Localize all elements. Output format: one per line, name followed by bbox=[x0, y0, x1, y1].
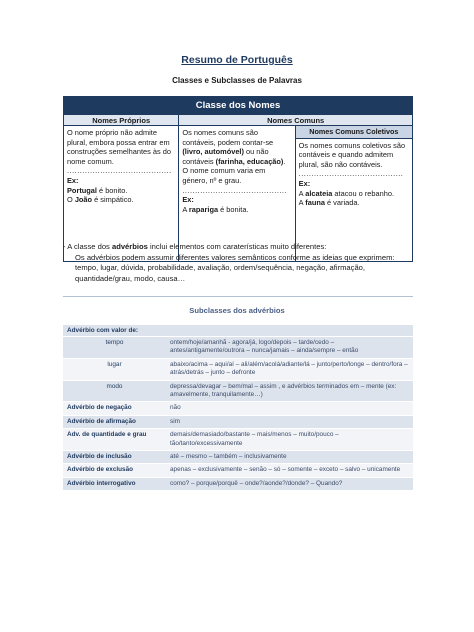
row-label: Advérbio de afirmação bbox=[63, 416, 166, 428]
row-label: Advérbio de exclusão bbox=[63, 464, 166, 476]
coletivos-desc: Os nomes comuns coletivos são contáveis e quando admitem plural, são não contáveis. bbox=[298, 140, 406, 169]
row-value: abaixo/acima – aqui/aí – ali/além/acolá/adiante/lá – junto/perto/longe – dentro/fora – atrás/detrás – junto – defronte bbox=[166, 359, 413, 380]
bold-text: (farinha, educação) bbox=[215, 156, 284, 166]
divider bbox=[63, 296, 413, 297]
nomes-body bbox=[64, 125, 412, 261]
example-text: é bonita. bbox=[218, 204, 249, 214]
bold-noun: Portugal bbox=[67, 185, 97, 195]
page-subtitle: Classes e Subclasses de Palavras bbox=[172, 76, 302, 85]
row-value: ontem/hoje/amanhã - agora/já, logo/depois – tarde/cedo – antes/antigamente/outrora – nunca/jamais – ainda/sempre – então bbox=[166, 337, 413, 358]
row-label: Advérbio com valor de: bbox=[63, 325, 166, 336]
col-coletivos bbox=[296, 126, 412, 261]
row-value: sim bbox=[166, 416, 413, 428]
example bbox=[67, 195, 175, 205]
row-value: demais/demasiado/bastante – mais/menos – muito/pouco – tão/tanto/excessivamente bbox=[166, 429, 413, 450]
bold-text: advérbios bbox=[111, 242, 148, 251]
row-label: lugar bbox=[63, 359, 166, 380]
subclasses-title: Subclasses dos advérbios bbox=[189, 306, 285, 315]
ex-label: Ex: bbox=[67, 175, 79, 185]
dots: ......................................... bbox=[182, 185, 288, 195]
row-value: até – mesmo – também – inclusivamente bbox=[166, 451, 413, 463]
example-text: é simpático. bbox=[92, 195, 134, 205]
table-row bbox=[63, 337, 413, 358]
ex-label: Ex: bbox=[298, 178, 311, 188]
bold-noun: João bbox=[74, 195, 93, 205]
table-row bbox=[63, 451, 413, 463]
example-text: é variada. bbox=[324, 198, 360, 208]
bold-noun: alcateia bbox=[305, 188, 333, 198]
proprios-head: Nomes Próprios bbox=[64, 114, 179, 125]
example-text: atacou o rebanho. bbox=[332, 188, 395, 198]
nomes-subheader bbox=[64, 114, 412, 125]
table-row bbox=[63, 429, 413, 450]
text: - A classe dos bbox=[63, 242, 112, 251]
example-text: A bbox=[298, 198, 306, 208]
row-value: não bbox=[166, 402, 413, 414]
intro-line bbox=[63, 242, 413, 253]
text: ou não contáveis bbox=[182, 147, 269, 166]
table-row bbox=[63, 464, 413, 476]
comuns-desc bbox=[182, 128, 291, 186]
bold-noun: fauna bbox=[305, 198, 325, 208]
row-value bbox=[166, 325, 413, 336]
bold-text: (livro, automóvel) bbox=[182, 147, 244, 157]
table-row bbox=[63, 325, 413, 336]
coletivos-head: Nomes Comuns Coletivos bbox=[296, 126, 412, 139]
comuns-head: Nomes Comuns bbox=[179, 114, 412, 125]
row-label: tempo bbox=[63, 337, 166, 358]
row-label: Adv. de quantidade e grau bbox=[63, 429, 166, 450]
page-title: Resumo de Português bbox=[181, 54, 293, 66]
example bbox=[182, 205, 291, 215]
example-text: é bonito. bbox=[96, 185, 128, 195]
text: inclui elementos com caraterísticas muito diferentes: bbox=[147, 242, 327, 251]
row-label: Advérbio de inclusão bbox=[63, 451, 166, 463]
row-label: modo bbox=[63, 381, 166, 402]
row-label: Advérbio de negação bbox=[63, 402, 166, 414]
nomes-table bbox=[63, 96, 413, 262]
example bbox=[67, 186, 175, 196]
proprios-desc: O nome próprio não admite plural, embora possa entrar em construções semelhantes às do nome comum. bbox=[67, 128, 171, 166]
table-row bbox=[63, 416, 413, 428]
example bbox=[299, 198, 409, 208]
nomes-table-header: Classe dos Nomes bbox=[64, 97, 412, 114]
adverbios-table bbox=[63, 325, 413, 491]
text: . O nome comum varia em género, nº e grau. bbox=[182, 156, 286, 185]
dots: ......................................... bbox=[67, 166, 172, 176]
example bbox=[299, 189, 409, 199]
bold-noun: rapariga bbox=[188, 204, 219, 214]
table-row bbox=[63, 381, 413, 402]
table-row bbox=[63, 402, 413, 414]
table-row bbox=[63, 359, 413, 380]
col-comuns bbox=[179, 126, 295, 261]
example-text: O bbox=[67, 195, 75, 205]
text: Os nomes comuns são contáveis, podem contar-se bbox=[182, 128, 274, 147]
table-row bbox=[63, 478, 413, 490]
row-value: como? – porque/porquê – onde?/aonde?/donde? – Quando? bbox=[166, 478, 413, 490]
adverbios-intro bbox=[63, 242, 413, 284]
ex-label: Ex: bbox=[182, 195, 194, 205]
row-value: apenas – exclusivamente – senão – só – somente – exceto – salvo – unicamente bbox=[166, 464, 413, 476]
example-text: A bbox=[298, 188, 306, 198]
row-label: Advérbio interrogativo bbox=[63, 478, 166, 490]
row-value: depressa/devagar – bem/mal – assim , e advérbios terminados em – mente (ex: amavelmente, tranquilamente…) bbox=[166, 381, 413, 402]
dots: ......................................... bbox=[298, 169, 404, 179]
intro-paragraph: Os advérbios podem assumir diferentes valores semânticos conforme as ideias que exprimem: tempo, lugar, dúvida, probabilidade, avaliação, ordem/sequência, negação, afirmação, quantidade/grau, modo, causa… bbox=[75, 252, 395, 283]
example-text: A bbox=[182, 204, 189, 214]
col-proprios bbox=[64, 126, 179, 261]
